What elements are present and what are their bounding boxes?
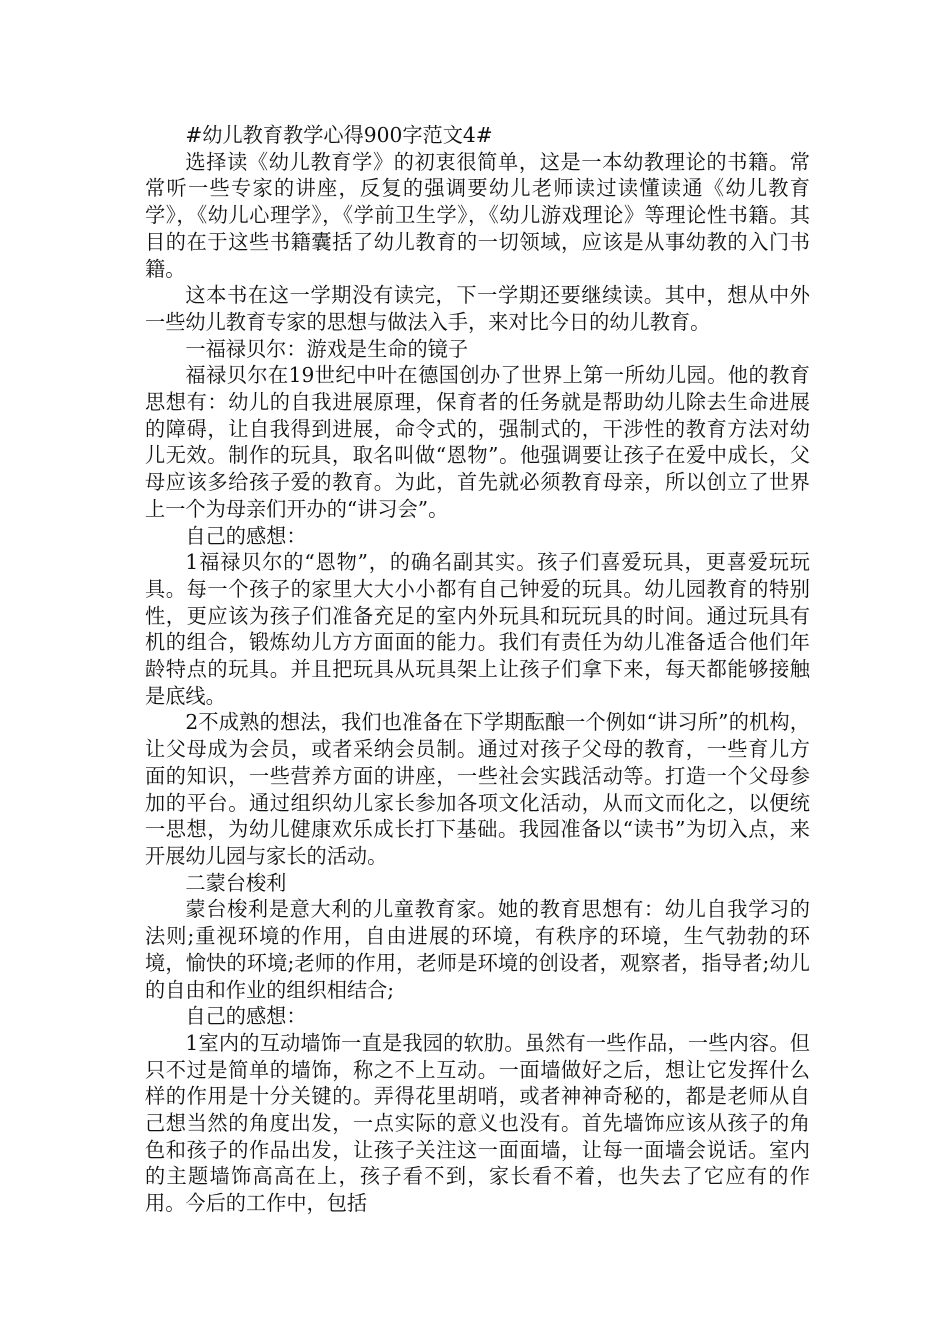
paragraph: 1室内的互动墙饰一直是我园的软肋。虽然有一些作品，一些内容。但只不过是简单的墙饰，称之不上互动。一面墙做好之后，想让它发挥什么样的作用是十分关键的。弄得花里胡哨，或者神神奇秘的，都是老师从自己想当然的角度出发，一点实际的意义也没有。首先墙饰应该从孩子的角色和孩子的作品出发，让孩子关注这一面面墙，让每一面墙会说话。室内的主题墙饰高高在上，孩子看不到，家长看不着，也失去了它应有的作用。今后的工作中，包括 [145, 1030, 810, 1216]
paragraph: 选择读《幼儿教育学》的初衷很简单，这是一本幼教理论的书籍。常常听一些专家的讲座，反复的强调要幼儿老师读过读懂读通《幼儿教育学》，《幼儿心理学》，《学前卫生学》，《幼儿游戏理论》等理论性书籍。其目的在于这些书籍囊括了幼儿教育的一切领域，应该是从事幼教的入门书籍。 [145, 149, 810, 281]
subheading: 自己的感想： [185, 1004, 307, 1029]
document-heading: #幼儿教育教学心得900字范文4# [185, 123, 493, 147]
section-heading: 一福禄贝尔：游戏是生命的镜子 [185, 336, 469, 361]
section-heading: 二蒙台梭利 [185, 870, 287, 895]
paragraph: 蒙台梭利是意大利的儿童教育家。她的教育思想有：幼儿自我学习的法则;重视环境的作用，自由进展的环境，有秩序的环境，生气勃勃的环境，愉快的环境;老师的作用，老师是环境的创设者，观察者，指导者;幼儿的自由和作业的组织相结合; [145, 897, 810, 1002]
paragraph: 福禄贝尔在19世纪中叶在德国创办了世界上第一所幼儿园。他的教育思想有：幼儿的自我进展原理，保育者的任务就是帮助幼儿除去生命进展的障碍，让自我得到进展，命令式的，强制式的，干涉性的教育方法对幼儿无效。制作的玩具，取名叫做“恩物”。他强调要让孩子在爱中成长，父母应该多给孩子爱的教育。为此，首先就必须教育母亲，所以创立了世界上一个为母亲们开办的“讲习会”。 [145, 363, 810, 521]
document-body [145, 122, 810, 1217]
subheading: 自己的感想： [185, 523, 307, 548]
paragraph: 1福禄贝尔的“恩物”，的确名副其实。孩子们喜爱玩具，更喜爱玩玩具。每一个孩子的家里大大小小都有自己钟爱的玩具。幼儿园教育的特别性，更应该为孩子们准备充足的室内外玩具和玩玩具的时间。通过玩具有机的组合，锻炼幼儿方方面面的能力。我们有责任为幼儿准备适合他们年龄特点的玩具。并且把玩具从玩具架上让孩子们拿下来，每天都能够接触是底线。 [145, 550, 810, 708]
paragraph: 2不成熟的想法，我们也准备在下学期酝酿一个例如“讲习所”的机构，让父母成为会员，或者采纳会员制。通过对孩子父母的教育，一些育儿方面的知识，一些营养方面的讲座，一些社会实践活动等。打造一个父母参加的平台。通过组织幼儿家长参加各项文化活动，从而文而化之，以便统一思想，为幼儿健康欢乐成长打下基础。我园准备以“读书”为切入点，来开展幼儿园与家长的活动。 [145, 710, 810, 868]
paragraph: 这本书在这一学期没有读完，下一学期还要继续读。其中，想从中外一些幼儿教育专家的思想与做法入手，来对比今日的幼儿教育。 [145, 283, 810, 334]
